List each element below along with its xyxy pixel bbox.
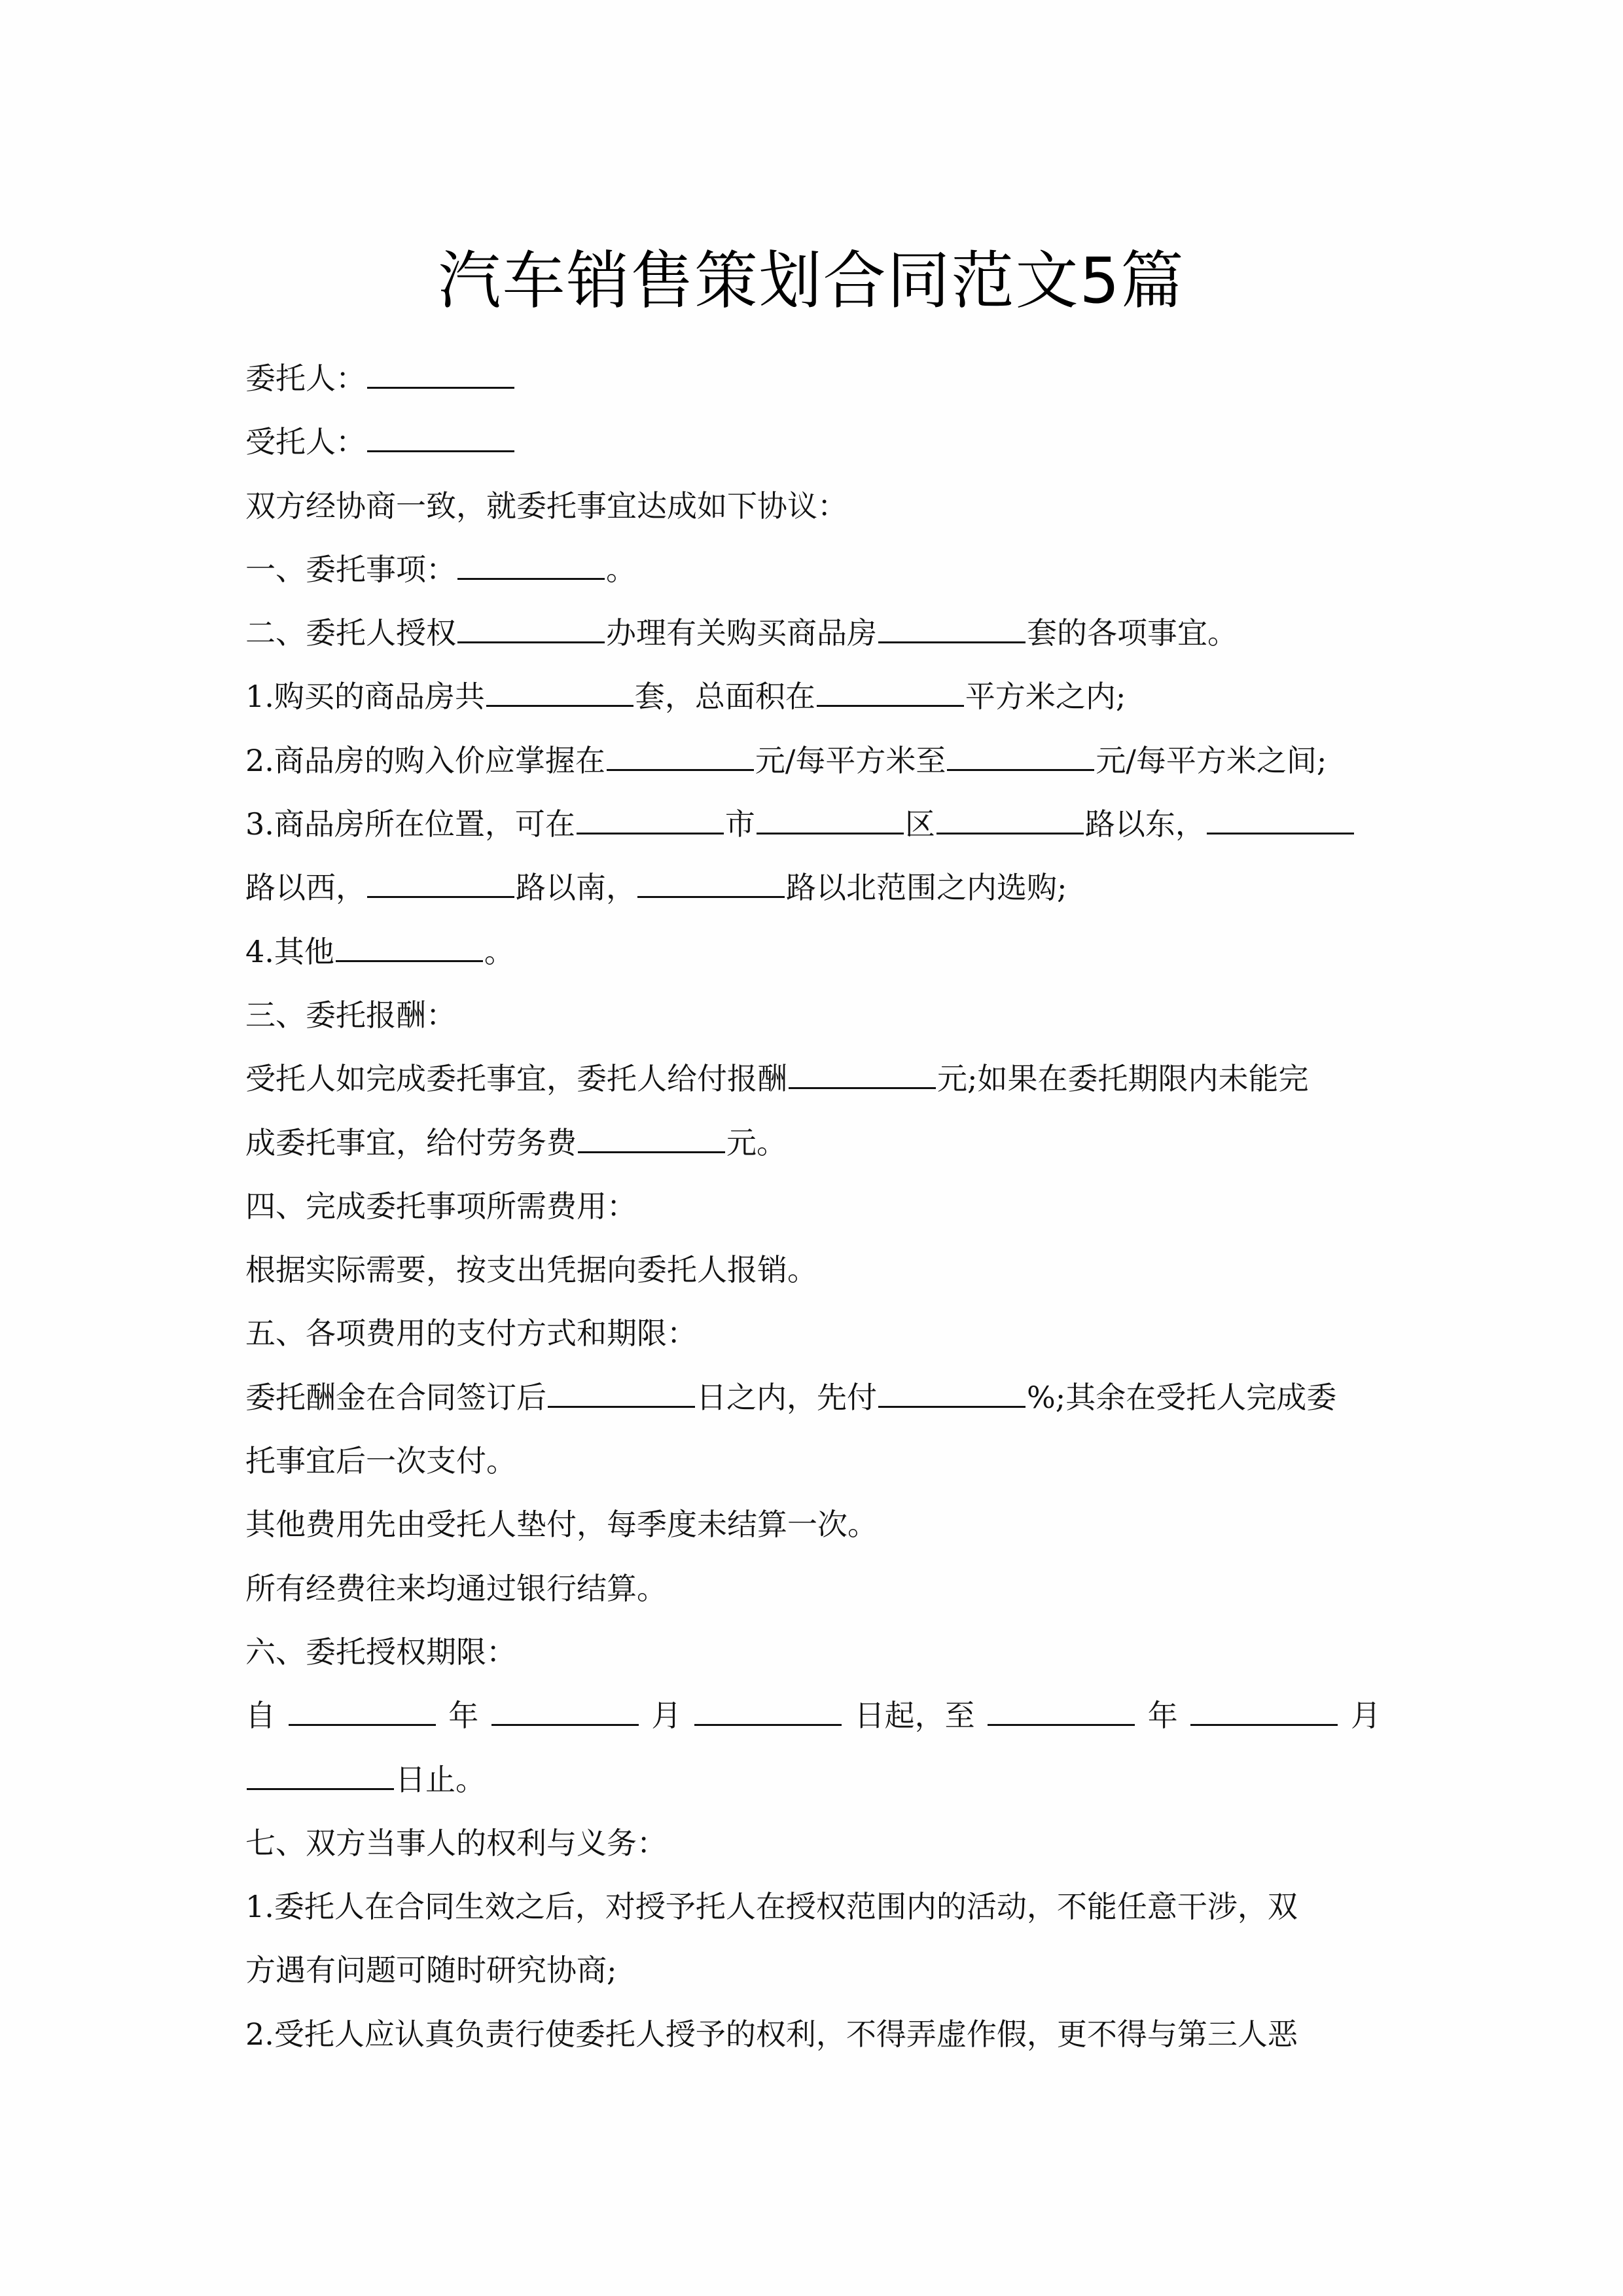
line-text: 自 <box>245 1698 276 1734</box>
document-line <box>245 1302 1381 1365</box>
fill-in-blank[interactable] <box>789 1053 936 1089</box>
document-body <box>245 347 1381 2066</box>
line-text: 市 <box>724 806 755 842</box>
fill-in-blank[interactable] <box>578 1117 725 1153</box>
document-line <box>245 1621 1381 1684</box>
line-text: 区 <box>904 806 935 842</box>
fill-in-blank[interactable] <box>947 735 1094 771</box>
line-text: 月 <box>1350 1698 1381 1734</box>
line-text: 套，总面积在 <box>634 679 815 715</box>
line-text: 六、委托授权期限： <box>245 1634 516 1670</box>
line-text: 元/每平方米至 <box>755 742 946 778</box>
line-text: 元。 <box>726 1124 787 1160</box>
line-text: 套的各项事宜。 <box>1027 615 1238 651</box>
line-text: 路以南， <box>516 870 636 906</box>
line-text: 方遇有问题可随时研究协商; <box>245 1952 617 1988</box>
document-line <box>245 1875 1381 1939</box>
fill-in-blank[interactable] <box>577 798 724 834</box>
document-line <box>245 1748 1381 1812</box>
fill-in-blank[interactable] <box>1190 1690 1338 1726</box>
fill-in-blank[interactable] <box>817 671 964 707</box>
fill-in-blank[interactable] <box>988 1690 1135 1726</box>
fill-in-blank[interactable] <box>457 607 605 643</box>
document-line <box>245 410 1381 474</box>
document-line <box>245 1429 1381 1493</box>
line-text: 委托人： <box>245 361 366 396</box>
line-text: 五、各项费用的支付方式和期限： <box>245 1316 697 1352</box>
line-text: 。 <box>484 933 514 969</box>
line-text: 所有经费往来均通过银行结算。 <box>245 1570 667 1606</box>
fill-in-blank[interactable] <box>367 862 514 898</box>
document-line <box>245 920 1381 984</box>
line-text: 路以北范围之内选购; <box>786 870 1067 906</box>
fill-in-blank[interactable] <box>289 1690 436 1726</box>
line-text: %;其余在受托人完成委 <box>1027 1379 1337 1415</box>
line-text: 1.委托人在合同生效之后，对授予托人在授权范围内的活动，不能任意干涉，双 <box>245 1889 1298 1925</box>
line-text: 2.受托人应认真负责行使委托人授予的权利，不得弄虚作假，更不得与第三人恶 <box>245 2016 1298 2052</box>
fill-in-blank[interactable] <box>336 926 483 962</box>
document-line <box>245 1493 1381 1556</box>
document-line <box>245 1684 1381 1748</box>
line-text: 双方经协商一致，就委托事宜达成如下协议： <box>245 488 847 524</box>
fill-in-blank[interactable] <box>878 1372 1026 1408</box>
document-line <box>245 1366 1381 1429</box>
document-line <box>245 793 1381 856</box>
line-text: 年 <box>1147 1698 1178 1734</box>
document-line <box>245 538 1381 601</box>
line-text: 日止。 <box>395 1761 486 1797</box>
document-line <box>245 1111 1381 1175</box>
line-text: 月 <box>651 1698 682 1734</box>
document-line <box>245 1175 1381 1238</box>
line-text: 三、委托报酬： <box>245 997 456 1033</box>
document-title: 汽车销售策划合同范文5篇 <box>438 244 1185 318</box>
fill-in-blank[interactable] <box>694 1690 842 1726</box>
fill-in-blank[interactable] <box>486 671 633 707</box>
line-text: 2.商品房的购入价应掌握在 <box>245 742 605 778</box>
fill-in-blank[interactable] <box>457 544 605 580</box>
fill-in-blank[interactable] <box>491 1690 639 1726</box>
document-line <box>245 475 1381 538</box>
line-text: 七、双方当事人的权利与义务： <box>245 1825 667 1861</box>
fill-in-blank[interactable] <box>936 798 1084 834</box>
line-text: 一、委托事项： <box>245 551 456 587</box>
fill-in-blank[interactable] <box>607 735 754 771</box>
line-text: 二、委托人授权 <box>245 615 456 651</box>
line-text: 1.购买的商品房共 <box>245 679 485 715</box>
fill-in-blank[interactable] <box>757 798 904 834</box>
line-text: 年 <box>448 1698 479 1734</box>
document-line <box>245 665 1381 728</box>
line-text: 托事宜后一次支付。 <box>245 1443 516 1479</box>
line-text: 委托酬金在合同签订后 <box>245 1379 546 1415</box>
line-text: 路以东， <box>1084 806 1205 842</box>
line-text: 3.商品房所在位置，可在 <box>245 806 575 842</box>
line-text: 成委托事宜，给付劳务费 <box>245 1124 577 1160</box>
document-line <box>245 1557 1381 1621</box>
fill-in-blank[interactable] <box>637 862 785 898</box>
line-text: 元/每平方米之间; <box>1096 742 1327 778</box>
document-line <box>245 1238 1381 1302</box>
document-line <box>245 347 1381 410</box>
fill-in-blank[interactable] <box>878 607 1026 643</box>
fill-in-blank[interactable] <box>367 416 514 452</box>
document-line <box>245 601 1381 665</box>
line-text: 其他费用先由受托人垫付，每季度未结算一次。 <box>245 1507 878 1543</box>
line-text: 日起，至 <box>854 1698 975 1734</box>
line-text: 办理有关购买商品房 <box>606 615 877 651</box>
line-text: 受托人如完成委托事宜，委托人给付报酬 <box>245 1061 787 1097</box>
line-text: 。 <box>606 551 636 587</box>
document-line <box>245 984 1381 1047</box>
line-text: 平方米之内; <box>965 679 1126 715</box>
document-line <box>245 1047 1381 1111</box>
line-text: 根据实际需要，按支出凭据向委托人报销。 <box>245 1252 817 1288</box>
fill-in-blank[interactable] <box>1207 798 1354 834</box>
document-line <box>245 2003 1381 2066</box>
fill-in-blank[interactable] <box>247 1754 394 1790</box>
line-text: 四、完成委托事项所需费用： <box>245 1188 637 1224</box>
line-text: 路以西， <box>245 870 366 906</box>
document-line <box>245 1812 1381 1875</box>
fill-in-blank[interactable] <box>367 353 514 389</box>
fill-in-blank[interactable] <box>548 1372 695 1408</box>
line-text: 受托人： <box>245 424 366 460</box>
document-line <box>245 729 1381 793</box>
line-text: 日之内，先付 <box>696 1379 877 1415</box>
line-text: 4.其他 <box>245 933 334 969</box>
document-line <box>245 1939 1381 2002</box>
document-line <box>245 856 1381 920</box>
line-text: 元;如果在委托期限内未能完 <box>937 1061 1309 1097</box>
